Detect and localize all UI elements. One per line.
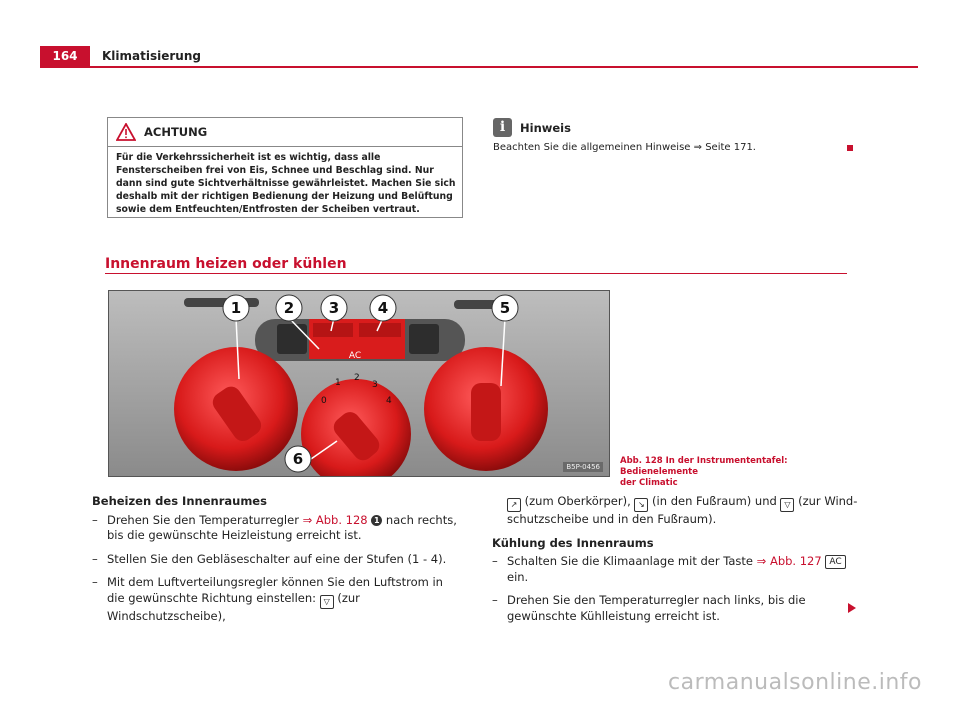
section-header: Klimatisierung	[102, 49, 201, 63]
hint-text: Beachten Sie die allgemeinen Hinweise ⇒ Seite 171.	[493, 142, 756, 153]
warning-triangle-icon	[116, 123, 136, 141]
callout-3-label: 3	[328, 299, 340, 317]
fan-scale-2: 2	[354, 373, 360, 383]
fan-scale-0: 0	[321, 396, 327, 406]
windshield-icon: ▽	[320, 595, 334, 609]
climatic-panel-illustration	[109, 291, 610, 477]
hint-title: Hinweis	[520, 120, 571, 135]
right-column	[492, 494, 862, 632]
seat-heat-right-button	[409, 324, 439, 354]
header-rule	[40, 66, 918, 68]
section-rule	[105, 273, 847, 274]
windshield-footwell-icon: ▽	[780, 498, 794, 512]
warning-header	[108, 118, 462, 147]
list-item: – Drehen Sie den Temperaturregler ⇒ Abb. 128 1 nach rechts, bis die gewünschte Heizleistung erreicht ist.	[92, 512, 457, 542]
fan-scale-4: 4	[386, 396, 392, 406]
figure-code: B5P-0456	[563, 462, 603, 472]
ac-key-symbol: AC	[825, 555, 845, 569]
callout-5-label: 5	[499, 299, 511, 317]
caption-line-1: Abb. 128 In der Instrumententafel: Bedienelemente	[620, 456, 788, 477]
watermark: carmanualsonline.info	[668, 670, 922, 695]
left-column	[92, 494, 462, 632]
list-item: – Mit dem Luftverteilungsregler können Sie den Luftstrom in die gewünschte Richtung einstellen: ▽ (zur Windschutzscheibe),	[92, 575, 443, 623]
fan-scale-3: 3	[372, 380, 378, 390]
warning-title: ACHTUNG	[144, 125, 208, 139]
upper-body-air-icon: ↗	[507, 498, 521, 512]
callout-1-label: 1	[230, 299, 242, 317]
ac-label: AC	[348, 351, 362, 361]
section-end-marker	[847, 145, 853, 151]
list-item: – Schalten Sie die Klimaanlage mit der Taste ⇒ Abb. 127 AC ein.	[492, 554, 862, 585]
warning-box	[107, 117, 463, 218]
caption-line-2: der Climatic	[620, 478, 678, 488]
callout-2-label: 2	[283, 299, 295, 317]
figure-caption	[620, 456, 850, 489]
list-item-continued: ↗ (zum Oberkörper), ↘ (in den Fußraum) und ▽ (zur Windschutzscheibe und in den Fußraum).	[507, 494, 858, 526]
heating-heading: Beheizen des Innenraumes	[92, 494, 267, 508]
callout-4-label: 4	[377, 299, 389, 317]
warning-text: Für die Verkehrssicherheit ist es wichtig, dass alle Fensterscheiben frei von Eis, Schnee und Beschlag sind. Nur dann sind gute Sichtverhältnisse gewährleistet. Machen Sie sich deshalb mit der richtigen Bedienung der Heizung und Belüftung sowie dem Entfeuchten/Entfrosten der Scheiben vertraut.	[116, 152, 456, 215]
list-item: – Stellen Sie den Gebläseschalter auf eine der Stufen (1 - 4).	[92, 551, 447, 566]
callout-6-label: 6	[292, 450, 304, 468]
info-icon: i	[493, 118, 512, 137]
hint-box	[493, 118, 853, 153]
seat-heat-left-button	[277, 324, 307, 354]
list-item: – Drehen Sie den Temperaturregler nach links, bis die gewünschte Kühlleistung erreicht ist.	[492, 593, 806, 623]
footwell-air-icon: ↘	[634, 498, 648, 512]
climate-control-figure	[108, 290, 610, 477]
cooling-heading: Kühlung des Innenraums	[492, 535, 654, 550]
callout-ref-1: 1	[371, 515, 382, 526]
figure-link[interactable]: ⇒ Abb. 128	[302, 512, 368, 527]
figure-link[interactable]: ⇒ Abb. 127	[756, 554, 822, 568]
section-title: Innenraum heizen oder kühlen	[105, 256, 347, 272]
continue-arrow-icon	[848, 603, 856, 613]
fan-scale-1: 1	[335, 378, 341, 388]
page-number: 164	[40, 46, 90, 66]
